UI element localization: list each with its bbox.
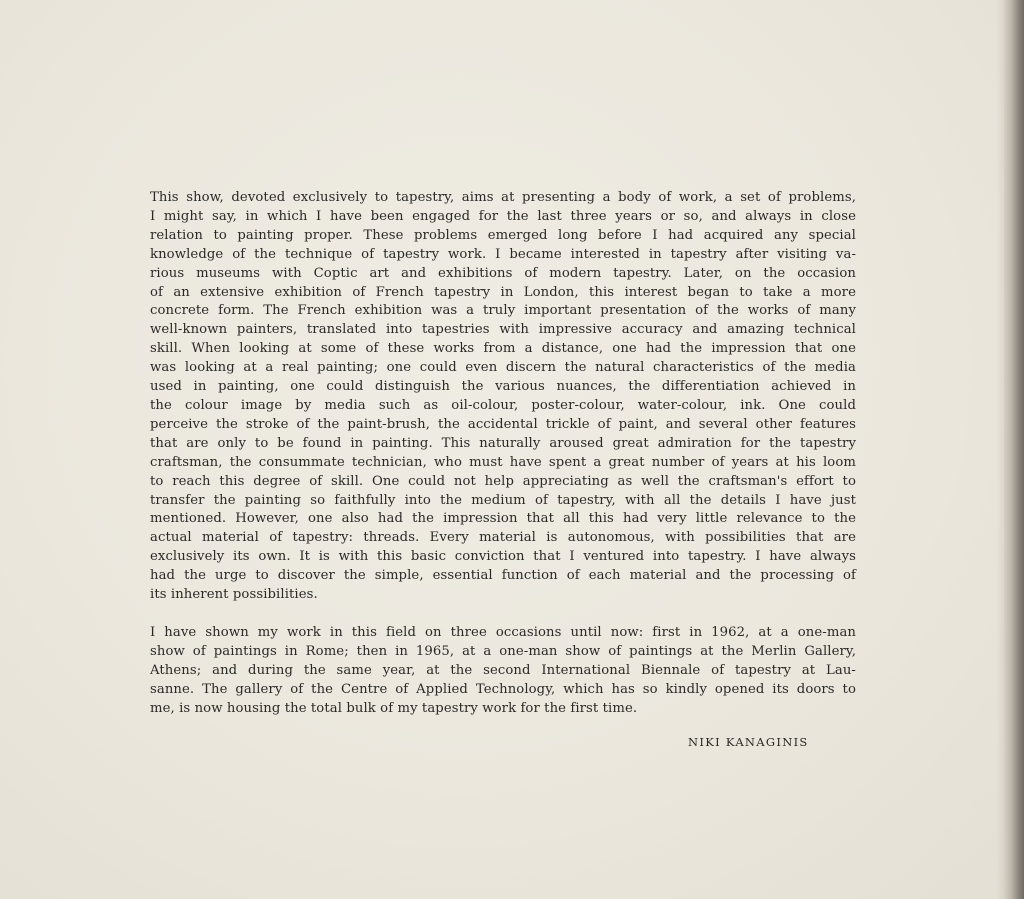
- text-line: skill. When looking at some of these works from a distance, one had the impression that one: [150, 341, 856, 357]
- page-edge: [1004, 0, 1024, 899]
- essay-text: [150, 189, 856, 718]
- paragraph-1: [150, 189, 856, 605]
- text-line: perceive the stroke of the paint-brush, the accidental trickle of paint, and several other features: [150, 416, 856, 432]
- text-line: craftsman, the consummate technician, who must have spent a great number of years at his loom: [150, 454, 856, 470]
- page-fold-shadow: [996, 0, 1004, 899]
- text-line: mentioned. However, one also had the impression that all this had very little relevance to the: [150, 511, 856, 527]
- text-line: This show, devoted exclusively to tapestry, aims at presenting a body of work, a set of problems,: [150, 190, 856, 205]
- text-line: to reach this degree of skill. One could not help appreciating as well the craftsman's effort to: [150, 473, 856, 489]
- text-line: I might say, in which I have been engaged for the last three years or so, and always in close: [150, 208, 856, 224]
- paragraph-2: [150, 624, 856, 719]
- author-signature: NIKI KANAGINIS: [688, 735, 809, 749]
- text-line: me, is now housing the total bulk of my tapestry work for the first time.: [150, 700, 638, 716]
- text-line: relation to painting proper. These problems emerged long before I had acquired any special: [150, 227, 856, 243]
- text-line: of an extensive exhibition of French tapestry in London, this interest began to take a more: [150, 284, 856, 300]
- text-line: used in painting, one could distinguish the various nuances, the differentiation achieved in: [150, 379, 856, 395]
- text-line: rious museums with Coptic art and exhibitions of modern tapestry. Later, on the occasion: [150, 265, 856, 281]
- text-line: Athens; and during the same year, at the second International Biennale of tapestry at Lau-: [150, 662, 856, 678]
- text-line: knowledge of the technique of tapestry work. I became interested in tapestry after visiting va-: [150, 246, 856, 262]
- text-line: the colour image by media such as oil-colour, poster-colour, water-colour, ink. One could: [150, 397, 856, 413]
- text-line: transfer the painting so faithfully into the medium of tapestry, with all the details I have just: [150, 492, 856, 508]
- text-line: exclusively its own. It is with this basic conviction that I ventured into tapestry. I have always: [150, 549, 856, 565]
- text-line: was looking at a real painting; one could even discern the natural characteristics of the media: [150, 360, 856, 376]
- text-line: had the urge to discover the simple, essential function of each material and the processing of: [150, 568, 856, 584]
- text-line: show of paintings in Rome; then in 1965, at a one-man show of paintings at the Merlin Gallery,: [150, 643, 856, 659]
- text-line: actual material of tapestry: threads. Every material is autonomous, with possibilities that are: [150, 530, 856, 546]
- text-line: well-known painters, translated into tapestries with impressive accuracy and amazing technical: [150, 322, 856, 338]
- text-line: I have shown my work in this field on three occasions until now: first in 1962, at a one-man: [150, 624, 856, 640]
- text-line: sanne. The gallery of the Centre of Applied Technology, which has so kindly opened its doors to: [150, 681, 856, 697]
- text-line: that are only to be found in painting. This naturally aroused great admiration for the tapestry: [150, 435, 856, 451]
- text-line: concrete form. The French exhibition was a truly important presentation of the works of many: [150, 303, 856, 319]
- text-line: its inherent possibilities.: [150, 587, 318, 603]
